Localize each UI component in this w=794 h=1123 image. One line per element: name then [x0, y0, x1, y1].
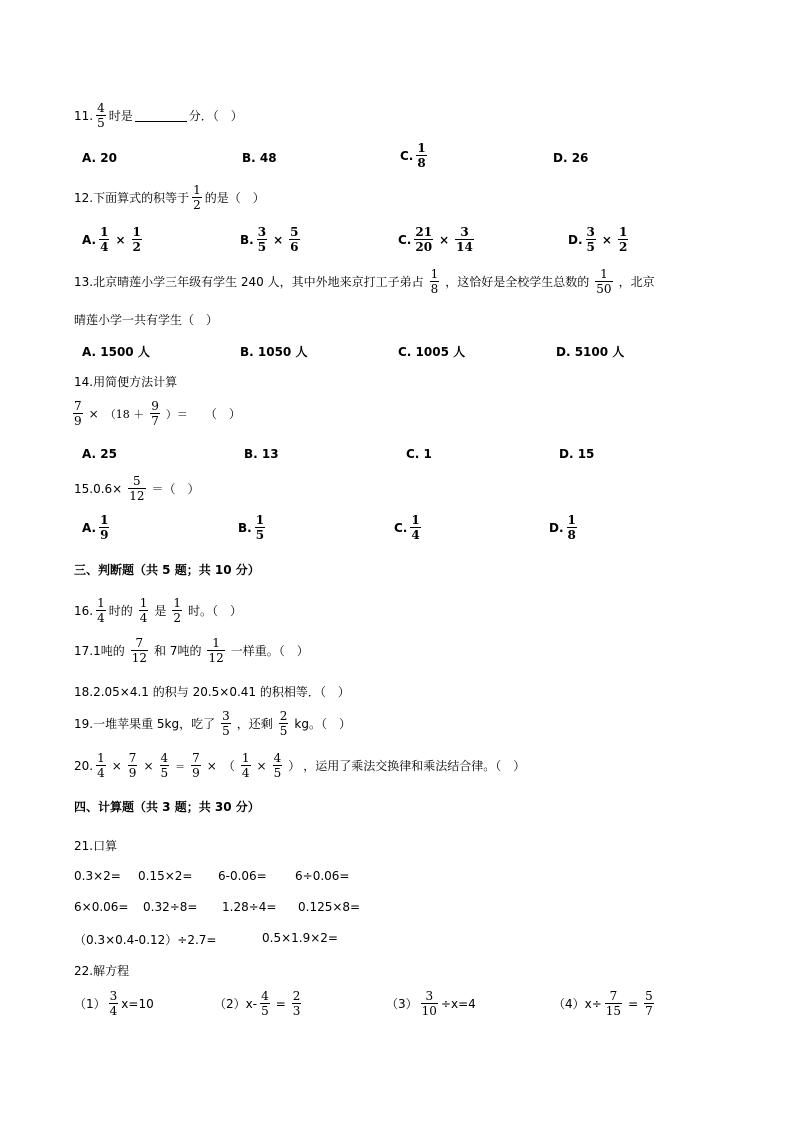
question-14-expression	[70, 400, 241, 427]
text-segment: 是	[154, 604, 167, 618]
text-segment: ×	[439, 232, 450, 247]
text-segment: （3）	[386, 997, 418, 1011]
fraction	[273, 752, 283, 779]
fraction-denominator: 9	[192, 766, 200, 780]
fraction-denominator: 4	[97, 766, 105, 780]
fraction-denominator: 7	[645, 1004, 653, 1018]
fraction-denominator: 2	[132, 240, 141, 254]
fraction-denominator: 10	[421, 1004, 437, 1018]
option-d[interactable]: D. 15	[559, 447, 595, 461]
fraction-denominator: 3	[292, 1004, 301, 1018]
text-segment: ×	[111, 758, 122, 773]
fraction-denominator: 6	[290, 240, 299, 254]
fraction-numerator: 1	[139, 596, 148, 610]
fraction-numerator: 7	[609, 989, 618, 1003]
fraction-denominator: 5	[279, 724, 288, 738]
option-d[interactable]	[568, 226, 631, 253]
fraction-denominator: 2	[193, 198, 201, 212]
option-b[interactable]	[240, 226, 303, 253]
fraction-denominator: 9	[100, 528, 109, 542]
fraction-denominator: 4	[139, 611, 148, 625]
question-16	[74, 597, 242, 624]
fraction-numerator: 2	[279, 709, 288, 723]
text-segment: ×	[143, 758, 154, 773]
fraction-numerator: 2	[292, 989, 301, 1003]
fraction-denominator: 4	[109, 1004, 118, 1018]
question-11	[74, 102, 243, 129]
text-segment: =	[275, 996, 286, 1011]
fraction-denominator: 5	[257, 240, 267, 254]
equation-3	[386, 990, 476, 1017]
text-segment: 17.1吨的	[74, 644, 125, 658]
option-d[interactable]	[549, 514, 580, 541]
section-heading-judgement: 三、判断题（共 5 题；共 10 分）	[74, 563, 260, 577]
fraction-numerator: 1	[97, 596, 105, 610]
text-segment: =	[628, 996, 639, 1011]
equation-2	[214, 990, 304, 1017]
fraction-denominator: 5	[261, 1004, 269, 1018]
fraction-numerator: 3	[222, 709, 230, 723]
fraction	[191, 752, 201, 779]
fraction	[567, 514, 577, 541]
fraction-denominator: 12	[131, 651, 148, 665]
fraction-denominator: 15	[605, 1004, 622, 1018]
question-18: 18.2.05×4.1 的积与 20.5×0.41 的积相等．（ ）	[74, 685, 350, 699]
text-segment: 时是	[108, 109, 133, 123]
fraction-numerator: 1	[618, 225, 628, 239]
section-heading-calculation: 四、计算题（共 3 题；共 30 分）	[74, 800, 260, 814]
fraction-numerator: 1	[100, 225, 109, 239]
question-21-item: 0.3×2=	[74, 869, 121, 883]
text-segment: （ ）	[204, 407, 241, 421]
fraction	[421, 990, 438, 1017]
fraction	[128, 475, 145, 502]
option-c[interactable]: C. 1005 人	[398, 345, 466, 359]
question-21-item: 0.125×8=	[298, 900, 361, 914]
text-segment: ＝	[175, 762, 186, 773]
option-c[interactable]	[394, 514, 424, 541]
fraction	[96, 597, 106, 624]
fraction-denominator: 5	[97, 116, 105, 130]
option-a[interactable]: A. 1500 人	[82, 345, 150, 359]
text-segment: ×	[256, 758, 267, 773]
fraction	[132, 226, 142, 253]
fraction	[416, 142, 426, 169]
fraction-numerator: 1	[430, 267, 439, 281]
fraction-denominator: 4	[411, 528, 420, 542]
question-20	[74, 752, 525, 779]
option-b[interactable]: B. 48	[242, 151, 277, 165]
question-21-item: 0.32÷8=	[143, 900, 198, 914]
fraction	[207, 637, 224, 664]
text-segment: （2）x-	[214, 997, 258, 1011]
text-segment: 13.北京晴莲小学三年级有学生 240 人，其中外地来京打工子弟占	[74, 275, 424, 289]
text-segment: （4）x÷	[553, 997, 602, 1011]
fraction	[292, 990, 302, 1017]
fraction-numerator: 4	[273, 751, 282, 765]
question-21-item: 6-0.06=	[218, 869, 267, 883]
text-segment: （	[222, 759, 235, 773]
fraction	[139, 597, 149, 624]
fraction-numerator: 3	[109, 989, 118, 1003]
fraction-numerator: 1	[255, 513, 265, 527]
fraction-denominator: 9	[128, 766, 137, 780]
fraction	[410, 514, 420, 541]
fraction-numerator: 1	[173, 596, 182, 610]
fraction-numerator: 1	[600, 267, 608, 281]
fraction-denominator: 8	[417, 156, 426, 170]
fraction-denominator: 5	[273, 766, 282, 780]
fraction-denominator: 5	[160, 766, 169, 780]
fraction-denominator: 8	[567, 528, 576, 542]
fraction	[605, 990, 622, 1017]
fraction	[96, 102, 106, 129]
fraction-numerator: 7	[128, 751, 137, 765]
fraction-numerator: 7	[135, 636, 144, 650]
option-a[interactable]	[82, 514, 112, 541]
fraction-denominator: 4	[97, 611, 105, 625]
fraction-denominator: 5	[586, 240, 595, 254]
text-segment: ×	[115, 232, 126, 247]
fraction-denominator: 12	[208, 651, 224, 665]
question-15	[74, 475, 200, 502]
fraction-numerator: 5	[645, 989, 653, 1003]
question-17	[74, 637, 309, 664]
text-segment: （1）	[74, 997, 106, 1011]
text-segment: ，这恰好是全校学生总数的	[445, 275, 590, 289]
question-number: 11.	[74, 108, 94, 123]
fraction	[618, 226, 628, 253]
fraction	[221, 710, 231, 737]
fraction-numerator: 5	[290, 225, 299, 239]
fraction-numerator: 4	[261, 989, 269, 1003]
text-segment: 20.	[74, 758, 94, 773]
option-b[interactable]: B. 1050 人	[240, 345, 308, 359]
text-segment: ）	[288, 759, 301, 773]
question-21-item: 6×0.06=	[74, 900, 129, 914]
option-a[interactable]	[82, 226, 145, 253]
text-segment: 19.一堆苹果重 5kg，吃了	[74, 717, 216, 731]
text-segment: kg。（ ）	[294, 717, 351, 731]
fraction-denominator: 4	[241, 766, 250, 780]
fraction	[96, 752, 106, 779]
fraction-denominator: 9	[74, 414, 82, 428]
text-segment: 一样重。（ ）	[230, 644, 309, 658]
question-21-item: （0.3×0.4-0.12）÷2.7=	[74, 933, 217, 947]
fraction-denominator: 5	[255, 528, 265, 542]
fraction	[257, 226, 267, 253]
fraction-denominator: 4	[100, 240, 109, 254]
fraction-denominator: 5	[222, 724, 230, 738]
text-segment: ＝（ ）	[151, 482, 200, 496]
fraction-numerator: 7	[74, 399, 82, 413]
fraction	[430, 268, 440, 295]
answer-blank	[135, 109, 187, 122]
option-c[interactable]	[398, 226, 477, 253]
text-segment: ，还剩	[236, 717, 273, 731]
fraction	[160, 752, 170, 779]
option-d[interactable]: D. 5100 人	[556, 345, 625, 359]
fraction-numerator: 4	[97, 101, 105, 115]
text-segment: 分．（ ）	[188, 109, 243, 123]
question-13-line-2: 晴莲小学一共有学生（ ）	[74, 313, 219, 327]
fraction	[192, 184, 202, 211]
fraction-numerator: 1	[411, 513, 420, 527]
fraction	[128, 752, 138, 779]
option-c[interactable]: C. 1	[406, 447, 432, 461]
option-c[interactable]	[400, 142, 430, 169]
text-segment: B.	[238, 520, 252, 535]
fraction-numerator: 3	[460, 225, 469, 239]
fraction-numerator: 21	[415, 225, 433, 239]
text-segment: B.	[240, 232, 254, 247]
question-12	[74, 184, 265, 211]
text-segment: 15.0.6×	[74, 481, 123, 496]
text-segment: x=10	[121, 996, 154, 1011]
fraction	[131, 637, 148, 664]
fraction-numerator: 3	[257, 225, 267, 239]
option-a[interactable]: A. 25	[82, 447, 117, 461]
text-segment: ×	[88, 406, 99, 421]
question-21-item: 1.28÷4=	[222, 900, 277, 914]
fraction	[99, 226, 109, 253]
text-segment: 的是（ ）	[204, 191, 265, 205]
fraction-numerator: 1	[97, 751, 105, 765]
fraction-numerator: 1	[193, 183, 201, 197]
question-13	[74, 268, 655, 295]
fraction-denominator: 7	[151, 414, 159, 428]
fraction-numerator: 1	[212, 636, 220, 650]
text-segment: C.	[394, 520, 408, 535]
fraction	[595, 268, 612, 295]
fraction	[255, 514, 265, 541]
option-b[interactable]	[238, 514, 268, 541]
text-segment: A.	[82, 232, 97, 247]
fraction	[150, 400, 160, 427]
equation-4	[553, 990, 657, 1017]
text-segment: A.	[82, 520, 97, 535]
text-segment: （18 ＋	[104, 407, 145, 421]
text-segment: 12.下面算式的积等于	[74, 191, 190, 205]
question-21-title: 21.口算	[74, 839, 118, 853]
fraction-numerator: 1	[417, 141, 426, 155]
fraction-numerator: 1	[241, 751, 250, 765]
text-segment: 16.	[74, 603, 94, 618]
fraction	[279, 710, 289, 737]
fraction-numerator: 7	[192, 751, 200, 765]
equation-1	[74, 990, 154, 1017]
fraction-numerator: 3	[586, 225, 595, 239]
question-21-item: 0.5×1.9×2=	[262, 931, 338, 945]
text-segment: 时。（ ）	[188, 604, 243, 618]
fraction	[172, 597, 182, 624]
option-a[interactable]: A. 20	[82, 151, 117, 165]
fraction	[99, 514, 109, 541]
fraction-denominator: 2	[173, 611, 182, 625]
text-segment: ，运用了乘法交换律和乘法结合律。（ ）	[303, 759, 526, 773]
text-segment: ，北京	[618, 275, 655, 289]
fraction-numerator: 1	[100, 513, 109, 527]
text-segment: D.	[549, 520, 564, 535]
fraction	[414, 226, 433, 253]
text-segment: 时的	[108, 604, 133, 618]
fraction	[260, 990, 270, 1017]
fraction-numerator: 1	[567, 513, 576, 527]
fraction-numerator: 5	[133, 474, 141, 488]
question-19	[74, 710, 351, 737]
fraction-numerator: 1	[132, 225, 141, 239]
fraction-numerator: 9	[151, 399, 159, 413]
text-segment: ×	[206, 758, 217, 773]
question-21-item: 6÷0.06=	[295, 869, 350, 883]
question-21-item: 0.15×2=	[138, 869, 193, 883]
text-segment: D.	[568, 232, 583, 247]
fraction	[586, 226, 596, 253]
fraction	[455, 226, 474, 253]
fraction-denominator: 50	[596, 282, 612, 296]
text-segment: ）＝	[165, 407, 188, 421]
fraction-numerator: 4	[160, 751, 169, 765]
fraction-denominator: 12	[129, 489, 145, 503]
fraction	[109, 990, 119, 1017]
option-b[interactable]: B. 13	[244, 447, 279, 461]
fraction	[241, 752, 251, 779]
fraction-denominator: 20	[415, 240, 433, 254]
text-segment: ×	[273, 232, 284, 247]
text-segment: C.	[400, 148, 414, 163]
fraction-denominator: 2	[618, 240, 628, 254]
text-segment: 和 7吨的	[154, 644, 202, 658]
fraction	[289, 226, 299, 253]
text-segment: ×	[601, 232, 612, 247]
fraction-numerator: 3	[425, 989, 434, 1003]
question-14-title: 14.用简便方法计算	[74, 375, 178, 389]
fraction	[644, 990, 654, 1017]
fraction-denominator: 8	[430, 282, 439, 296]
fraction	[73, 400, 83, 427]
option-d[interactable]: D. 26	[553, 151, 589, 165]
text-segment: C.	[398, 232, 412, 247]
question-22-title: 22.解方程	[74, 964, 130, 978]
fraction-denominator: 14	[456, 240, 473, 254]
text-segment: ÷x=4	[440, 996, 476, 1011]
